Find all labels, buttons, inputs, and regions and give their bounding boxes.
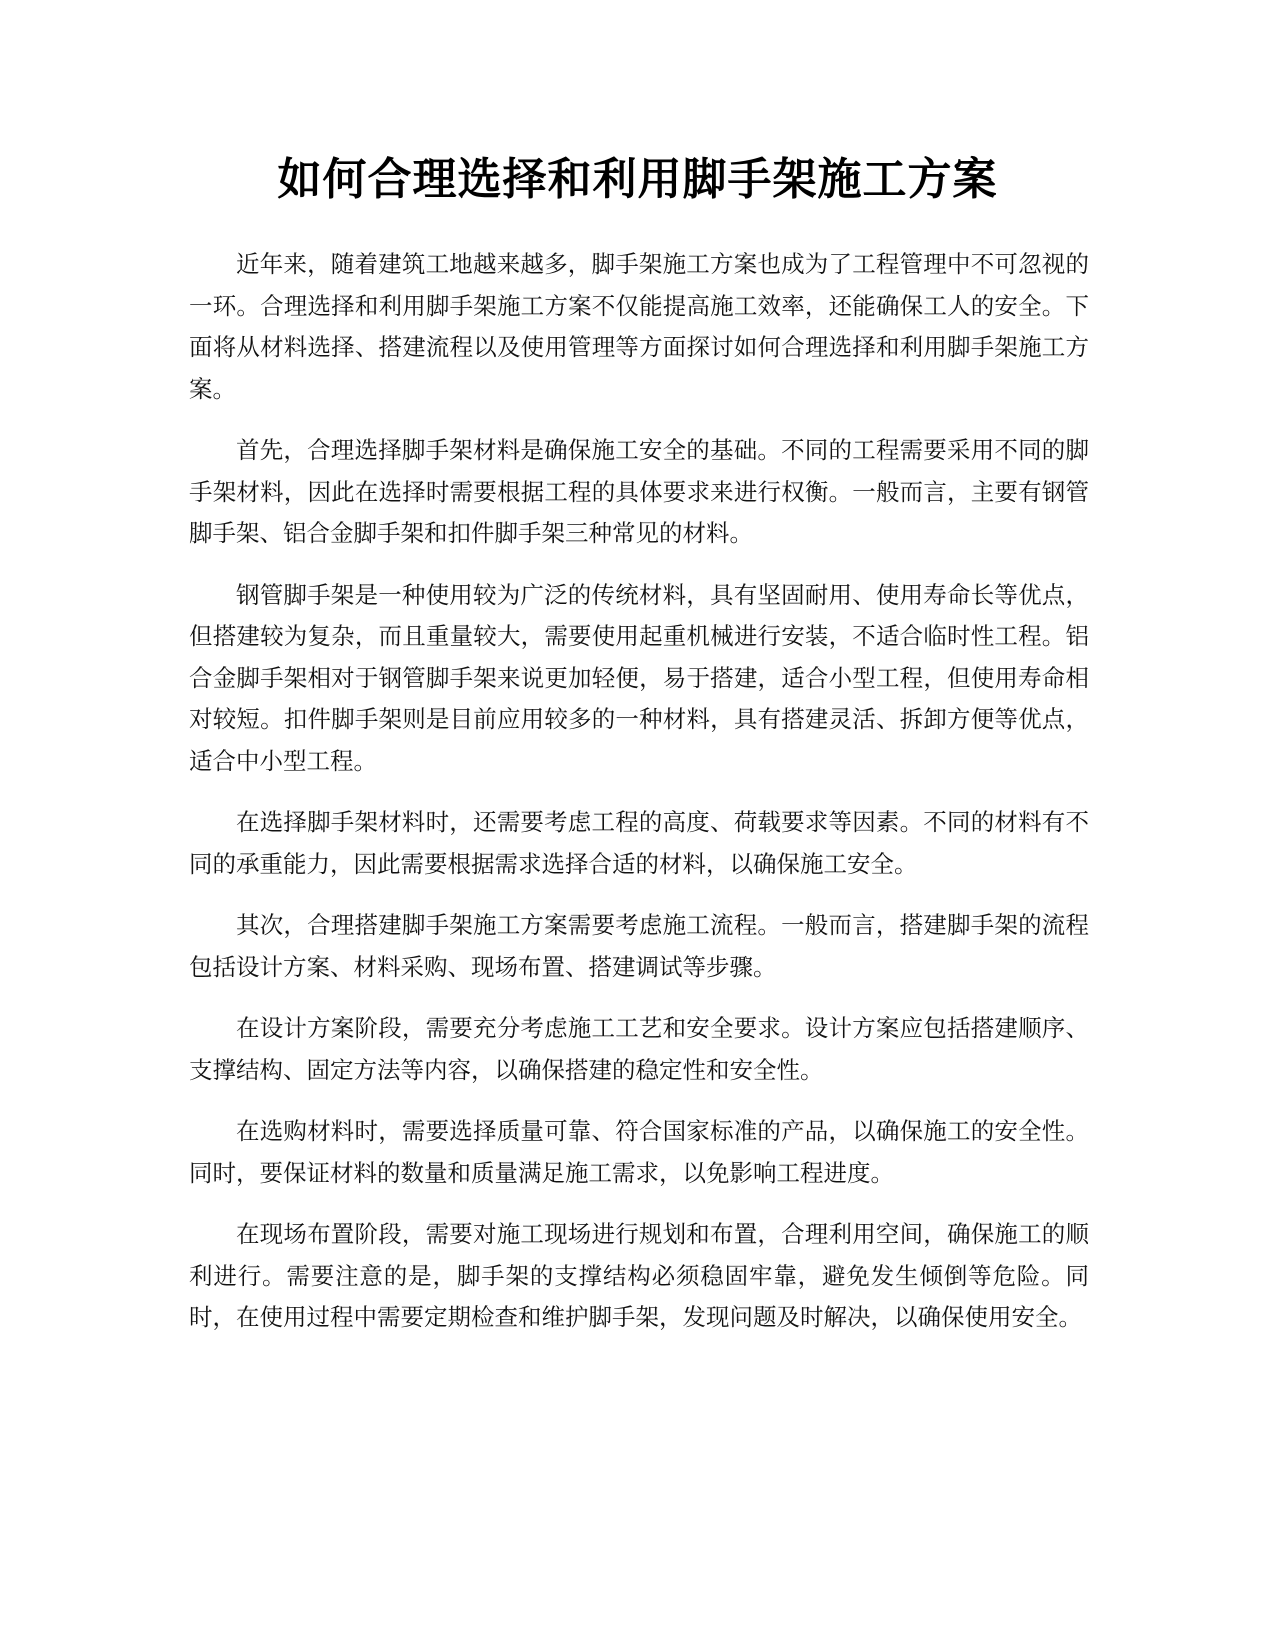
paragraph-5: 其次，合理搭建脚手架施工方案需要考虑施工流程。一般而言，搭建脚手架的流程包括设计方案、材料采购、现场布置、搭建调试等步骤。	[189, 911, 1089, 981]
paragraph-4: 在选择脚手架材料时，还需要考虑工程的高度、荷载要求等因素。不同的材料有不同的承重能力，因此需要根据需求选择合适的材料，以确保施工安全。	[189, 808, 1089, 878]
document-body	[189, 244, 1089, 1359]
paragraph-3: 钢管脚手架是一种使用较为广泛的传统材料，具有坚固耐用、使用寿命长等优点，但搭建较为复杂，而且重量较大，需要使用起重机械进行安装，不适合临时性工程。铝合金脚手架相对于钢管脚手架来说更加轻便，易于搭建，适合小型工程，但使用寿命相对较短。扣件脚手架则是目前应用较多的一种材料，具有搭建灵活、拆卸方便等优点，适合中小型工程。	[189, 580, 1089, 775]
paragraph-2: 首先，合理选择脚手架材料是确保施工安全的基础。不同的工程需要采用不同的脚手架材料，因此在选择时需要根据工程的具体要求来进行权衡。一般而言，主要有钢管脚手架、铝合金脚手架和扣件脚手架三种常见的材料。	[189, 436, 1089, 547]
paragraph-6: 在设计方案阶段，需要充分考虑施工工艺和安全要求。设计方案应包括搭建顺序、支撑结构、固定方法等内容，以确保搭建的稳定性和安全性。	[189, 1014, 1089, 1084]
document-title: 如何合理选择和利用脚手架施工方案	[277, 154, 998, 205]
paragraph-7: 在选购材料时，需要选择质量可靠、符合国家标准的产品，以确保施工的安全性。同时，要保证材料的数量和质量满足施工需求，以免影响工程进度。	[189, 1117, 1089, 1187]
paragraph-8: 在现场布置阶段，需要对施工现场进行规划和布置，合理利用空间，确保施工的顺利进行。需要注意的是，脚手架的支撑结构必须稳固牢靠，避免发生倾倒等危险。同时，在使用过程中需要定期检查和维护脚手架，发现问题及时解决，以确保使用安全。	[189, 1220, 1089, 1331]
paragraph-1: 近年来，随着建筑工地越来越多，脚手架施工方案也成为了工程管理中不可忽视的一环。合理选择和利用脚手架施工方案不仅能提高施工效率，还能确保工人的安全。下面将从材料选择、搭建流程以及使用管理等方面探讨如何合理选择和利用脚手架施工方案。	[189, 250, 1089, 403]
